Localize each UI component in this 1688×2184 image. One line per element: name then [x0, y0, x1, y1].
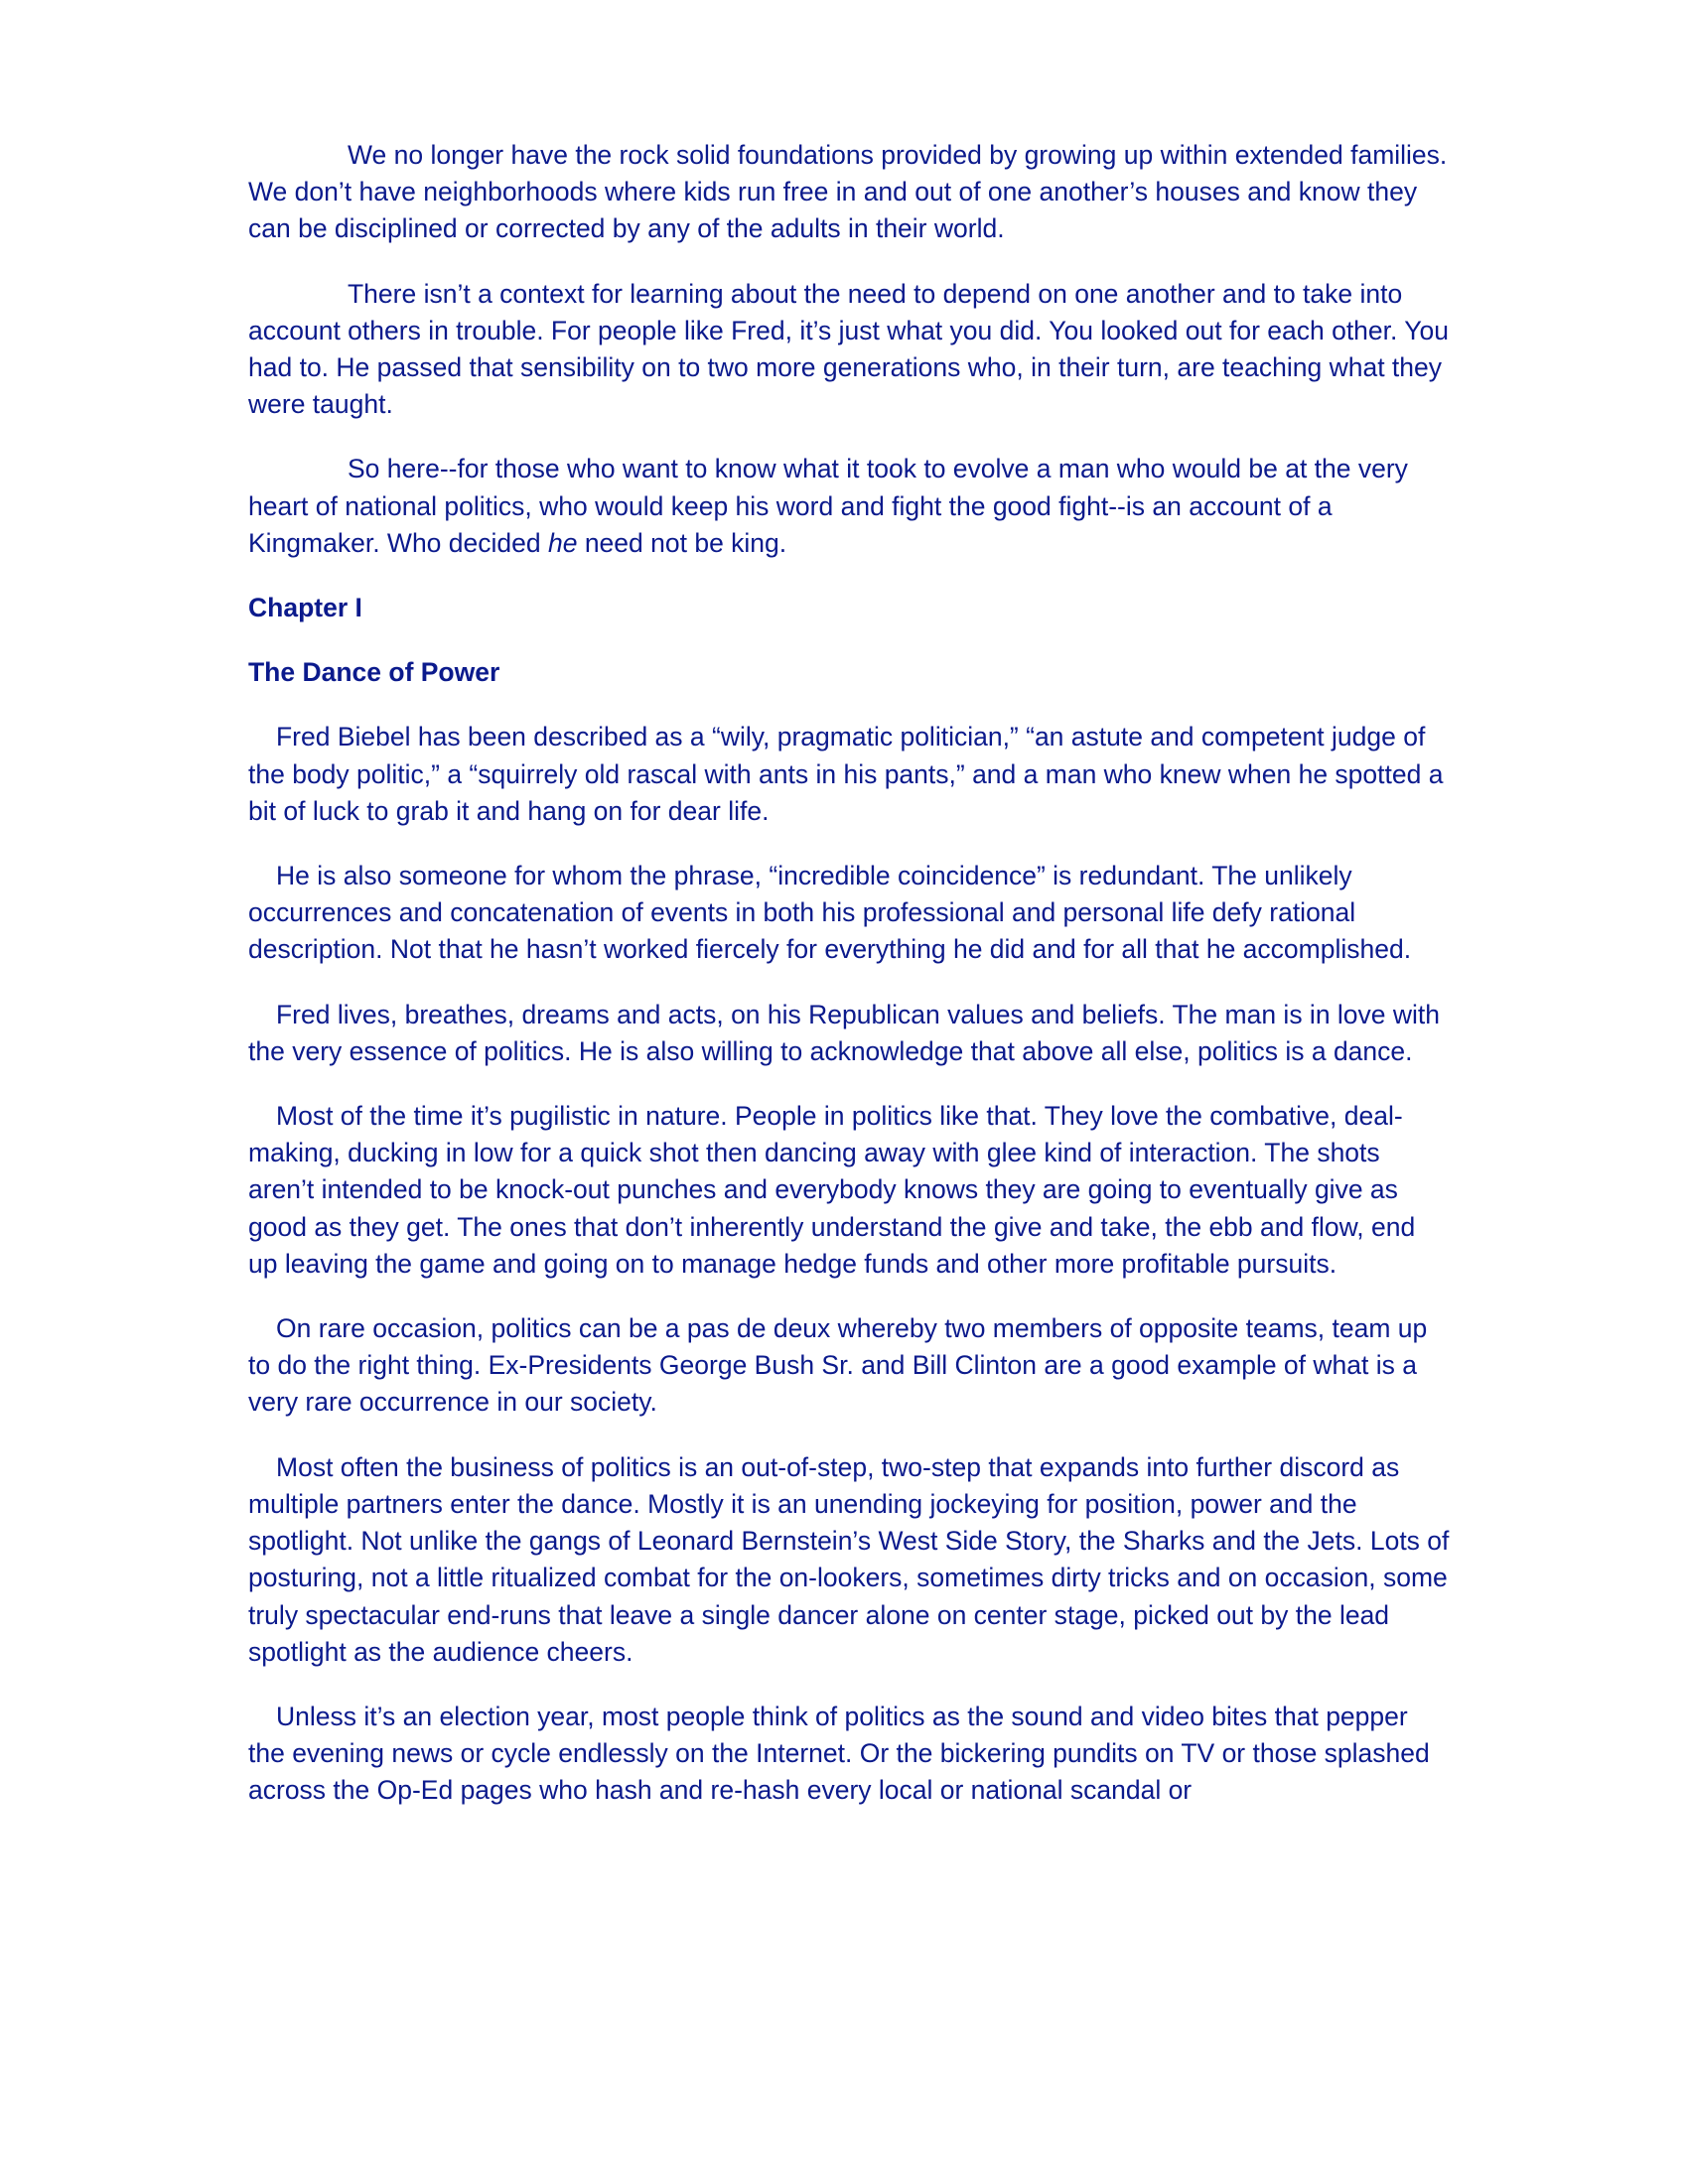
- body-paragraph-1: Fred Biebel has been described as a “wily, pragmatic politician,” “an astute and competent judge of the body politic,” a “squirrely old rascal with ants in his pants,” and a man who knew when he spotted a bit of luck to grab it and hang on for dear life.: [248, 722, 1444, 826]
- intro-paragraph-3: [248, 451, 1450, 562]
- body-paragraph-4: Most of the time it’s pugilistic in nature. People in politics like that. They love the combative, deal-making, ducking in low for a quick shot then dancing away with glee kind of interaction. The shots aren’t intended to be knock-out punches and everybody knows they are going to eventually give as good as they get. The ones that don’t inherently understand the give and take, the ebb and flow, end up leaving the game and going on to manage hedge funds and other more profitable pursuits.: [248, 1101, 1416, 1279]
- intro-paragraph-3-text-after: need not be king.: [577, 527, 787, 558]
- intro-paragraph-3-emphasis: he: [547, 527, 578, 558]
- chapter-label: Chapter I: [248, 593, 362, 623]
- body-paragraph-5: On rare occasion, politics can be a pas de deux whereby two members of opposite teams, team up to do the right thing. Ex-Presidents George Bush Sr. and Bill Clinton are a good example of what is a very rare occurrence in our society.: [248, 1313, 1428, 1418]
- document-page: [248, 137, 1450, 1838]
- intro-paragraph-3-text-before: So here--for those who want to know what it took to evolve a man who would be at the very heart of national politics, who would keep his word and fight the good fight--is an account of a Kingmaker. Who decided: [248, 454, 1408, 558]
- chapter-title: The Dance of Power: [248, 657, 500, 688]
- intro-paragraph-2: There isn’t a context for learning about the need to depend on one another and to take into account others in trouble. For people like Fred, it’s just what you did. You looked out for each other. You had to. He passed that sensibility on to two more generations who, in their turn, are teaching what they were taught.: [248, 278, 1449, 420]
- body-paragraph-2: He is also someone for whom the phrase, “incredible coincidence” is redundant. The unlikely occurrences and concatenation of events in both his professional and personal life defy rational description. Not that he hasn’t worked fiercely for everything he did and for all that he accomplished.: [248, 861, 1412, 965]
- body-paragraph-3: Fred lives, breathes, dreams and acts, on his Republican values and beliefs. The man is in love with the very essence of politics. He is also willing to acknowledge that above all else, politics is a dance.: [248, 999, 1441, 1066]
- intro-paragraph-1: We no longer have the rock solid foundations provided by growing up within extended families. We don’t have neighborhoods where kids run free in and out of one another’s houses and know they can be disciplined or corrected by any of the adults in their world.: [248, 140, 1448, 244]
- body-paragraph-6: Most often the business of politics is an out-of-step, two-step that expands into further discord as multiple partners enter the dance. Mostly it is an unending jockeying for position, power and the spotlight. Not unlike the gangs of Leonard Bernstein’s West Side Story, the Sharks and the Jets. Lots of posturing, not a little ritualized combat for the on-lookers, sometimes dirty tricks and on occasion, some truly spectacular end-runs that leave a single dancer alone on center stage, picked out by the lead spotlight as the audience cheers.: [248, 1451, 1450, 1667]
- body-paragraph-7: Unless it’s an election year, most people think of politics as the sound and video bites that pepper the evening news or cycle endlessly on the Internet. Or the bickering pundits on TV or those splashed across the Op-Ed pages who hash and re-hash every local or national scandal or: [248, 1701, 1430, 1806]
